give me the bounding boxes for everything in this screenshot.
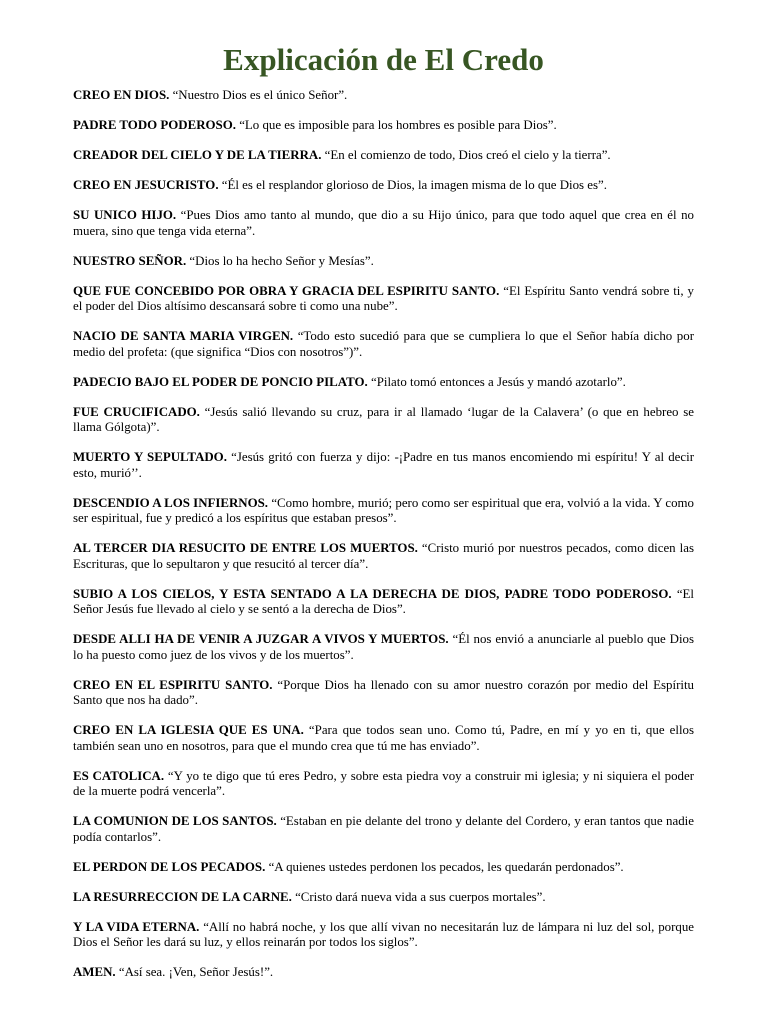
entry-heading: DESDE ALLI HA DE VENIR A JUZGAR A VIVOS Y MUERTOS.	[73, 632, 449, 646]
credo-entries	[73, 88, 694, 981]
credo-entry	[73, 284, 694, 315]
entry-heading: CREADOR DEL CIELO Y DE LA TIERRA.	[73, 148, 322, 162]
entry-quote: “El Espíritu Santo vendrá sobre ti, y el poder del Dios altísimo descansará sobre ti como una nube”.	[73, 283, 694, 313]
entry-heading: SUBIO A LOS CIELOS, Y ESTA SENTADO A LA DERECHA DE DIOS, PADRE TODO PODEROSO.	[73, 586, 672, 601]
entry-heading: LA COMUNION DE LOS SANTOS.	[73, 814, 277, 828]
entry-heading: CREO EN EL ESPIRITU SANTO.	[73, 677, 273, 692]
entry-heading: QUE FUE CONCEBIDO POR OBRA Y GRACIA DEL ESPIRITU SANTO.	[73, 283, 500, 298]
credo-entry	[73, 375, 694, 391]
entry-heading: MUERTO Y SEPULTADO.	[73, 450, 227, 464]
entry-quote: “Como hombre, murió; pero como ser espiritual que era, volvió a la vida. Y como ser espiritual, fue y predicó a los espíritus que estaban presos”.	[73, 495, 694, 525]
credo-entry	[73, 329, 694, 360]
credo-entry	[73, 769, 694, 800]
entry-heading: SU UNICO HIJO.	[73, 208, 177, 222]
credo-entry	[73, 496, 694, 527]
credo-entry	[73, 450, 694, 481]
entry-quote: “Dios lo ha hecho Señor y Mesías”.	[189, 253, 374, 268]
entry-quote: “El Señor Jesús fue llevado al cielo y se sentó a la derecha de Dios”.	[73, 586, 694, 616]
entry-heading: PADRE TODO PODEROSO.	[73, 118, 236, 132]
credo-entry	[73, 208, 694, 239]
credo-entry	[73, 178, 694, 194]
credo-entry	[73, 148, 694, 164]
document-title: Explicación de El Credo	[223, 42, 544, 77]
credo-entry	[73, 723, 694, 754]
entry-quote: “Él nos envió a anunciarle al pueblo que Dios lo ha puesto como juez de los vivos y de los muertos”.	[73, 632, 694, 662]
entry-quote: “Para que todos sean uno. Como tú, Padre, en mí y yo en ti, que ellos también sean uno en nosotros, para que el mundo crea que tú me has enviado”.	[73, 723, 694, 753]
entry-quote: “Y yo te digo que tú eres Pedro, y sobre esta piedra voy a construir mi iglesia; y ni siquiera el poder de la muerte podrá vencerla”.	[73, 768, 694, 798]
credo-entry	[73, 632, 694, 663]
entry-quote: “Nuestro Dios es el único Señor”.	[172, 88, 348, 102]
entry-heading: FUE CRUCIFICADO.	[73, 404, 200, 419]
credo-entry	[73, 118, 694, 134]
entry-quote: “Allí no habrá noche, y los que allí vivan no necesitarán luz de lámpara ni luz del sol, porque Dios el Señor les dará su luz, y ellos reinarán por todos los siglos”.	[73, 919, 694, 949]
entry-quote: “Estaban en pie delante del trono y delante del Cordero, y eran tantos que nadie podía contarlos”.	[73, 814, 694, 844]
credo-entry	[73, 88, 694, 104]
entry-quote: “En el comienzo de todo, Dios creó el cielo y la tierra”.	[324, 148, 611, 162]
entry-heading: CREO EN DIOS.	[73, 88, 170, 102]
credo-entry	[73, 920, 694, 951]
entry-quote: “Todo esto sucedió para que se cumpliera lo que el Señor había dicho por medio del profeta: (que significa “Dios con nosotros”)”.	[73, 329, 694, 359]
credo-entry	[73, 541, 694, 572]
entry-heading: EL PERDON DE LOS PECADOS.	[73, 859, 266, 874]
entry-quote: “Él es el resplandor glorioso de Dios, la imagen misma de lo que Dios es”.	[221, 178, 607, 192]
entry-quote: “Cristo dará nueva vida a sus cuerpos mortales”.	[295, 889, 546, 904]
entry-heading: DESCENDIO A LOS INFIERNOS.	[73, 495, 269, 510]
credo-entry	[73, 678, 694, 709]
entry-quote: “Pues Dios amo tanto al mundo, que dio a su Hijo único, para que todo aquel que crea en él no muera, sino que tenga vida eterna”.	[73, 208, 694, 238]
entry-quote: “Pilato tomó entonces a Jesús y mandó azotarlo”.	[370, 374, 626, 389]
entry-quote: “Jesús gritó con fuerza y dijo: -¡Padre en tus manos encomiendo mi espíritu! Y al decir esto, murió’’.	[73, 450, 694, 480]
entry-heading: LA RESURRECCION DE LA CARNE.	[73, 889, 292, 904]
credo-entry	[73, 965, 694, 981]
credo-entry	[73, 254, 694, 270]
credo-entry	[73, 405, 694, 436]
entry-heading: NUESTRO SEÑOR.	[73, 253, 187, 268]
entry-quote: “Cristo murió por nuestros pecados, como dicen las Escrituras, que lo sepultaron y que resucitó al tercer día”.	[73, 541, 694, 571]
entry-heading: CREO EN LA IGLESIA QUE ES UNA.	[73, 723, 304, 737]
entry-quote: “Lo que es imposible para los hombres es posible para Dios”.	[239, 118, 557, 132]
entry-heading: AMEN.	[73, 965, 116, 979]
entry-quote: “Jesús salió llevando su cruz, para ir al llamado ‘lugar de la Calavera’ (o que en hebreo se llama Gólgota)”.	[73, 404, 694, 434]
entry-quote: “Así sea. ¡Ven, Señor Jesús!”.	[118, 965, 274, 979]
entry-quote: “A quienes ustedes perdonen los pecados, les quedarán perdonados”.	[268, 859, 624, 874]
credo-entry	[73, 587, 694, 618]
entry-quote: “Porque Dios ha llenado con su amor nuestro corazón por medio del Espíritu Santo que nos ha dado”.	[73, 677, 694, 707]
credo-entry	[73, 890, 694, 906]
entry-heading: CREO EN JESUCRISTO.	[73, 178, 219, 192]
entry-heading: AL TERCER DIA RESUCITO DE ENTRE LOS MUERTOS.	[73, 541, 418, 555]
document-page	[73, 40, 694, 995]
entry-heading: PADECIO BAJO EL PODER DE PONCIO PILATO.	[73, 374, 368, 389]
entry-heading: Y LA VIDA ETERNA.	[73, 919, 200, 934]
entry-heading: ES CATOLICA.	[73, 768, 165, 783]
credo-entry	[73, 814, 694, 845]
credo-entry	[73, 860, 694, 876]
entry-heading: NACIO DE SANTA MARIA VIRGEN.	[73, 329, 294, 343]
